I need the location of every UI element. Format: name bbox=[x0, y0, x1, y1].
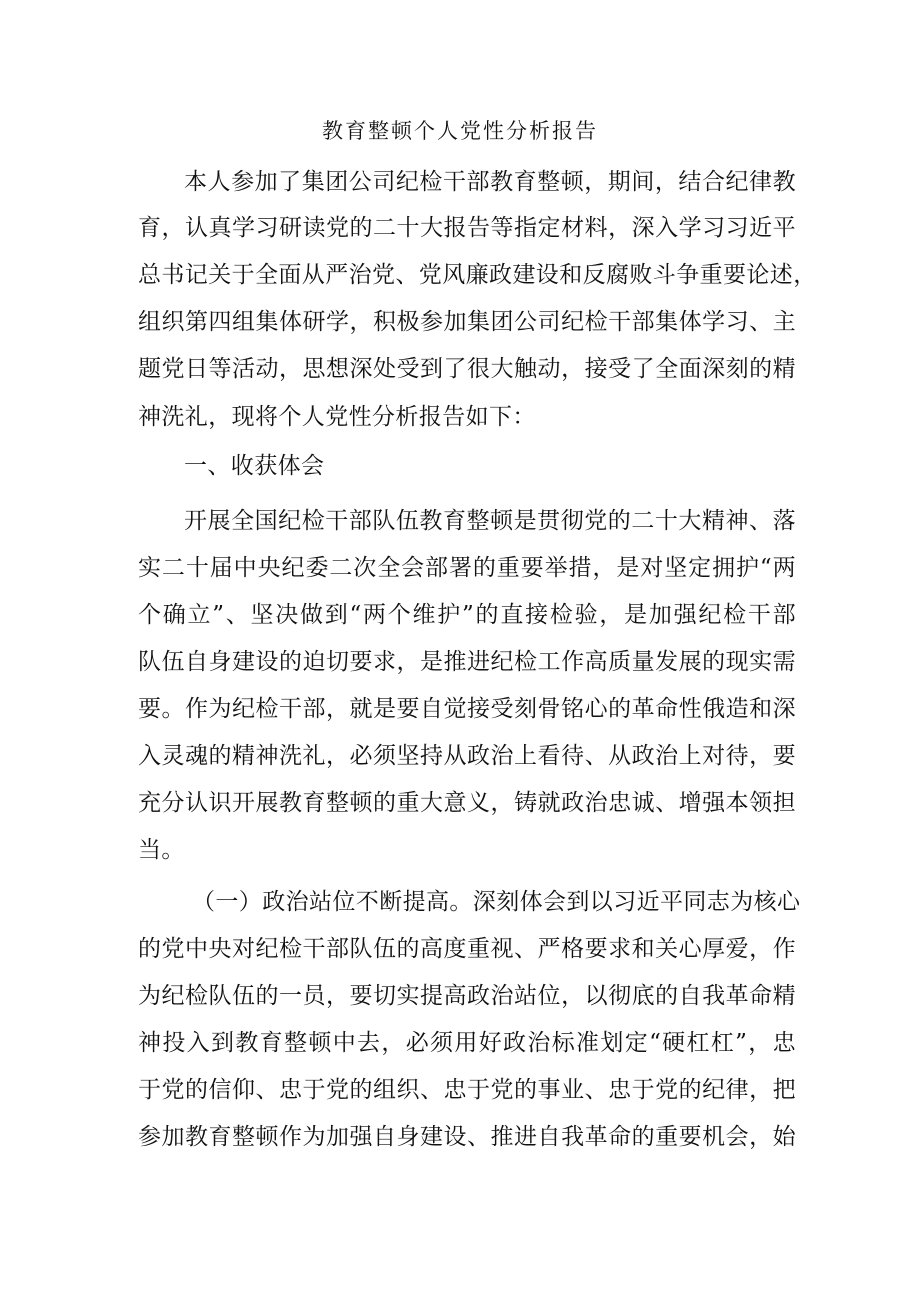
paragraph-line: 本人参加了集团公司纪检干部教育整顿，期间，结合纪律教 bbox=[184, 169, 796, 195]
paragraph-line: 个确立”、坚决做到“两个维护”的直接检验，是加强纪检干部 bbox=[138, 602, 796, 628]
document-title: 教育整顿个人党性分析报告 bbox=[322, 119, 598, 143]
paragraph-line: 开展全国纪检干部队伍教育整顿是贯彻党的二十大精神、落 bbox=[184, 508, 796, 534]
paragraph-line: 组织第四组集体研学，积极参加集团公司纪检干部集体学习、主 bbox=[138, 309, 796, 335]
section-heading: 一、收获体会 bbox=[184, 453, 325, 479]
paragraph-line: 为纪检队伍的一员，要切实提高政治站位，以彻底的自我革命精 bbox=[138, 983, 796, 1009]
paragraph-line: 题党日等活动，思想深处受到了很大触动，接受了全面深刻的精 bbox=[138, 356, 796, 382]
paragraph-line: 神洗礼，现将个人党性分析报告如下： bbox=[138, 404, 536, 430]
paragraph-line: 队伍自身建设的迫切要求，是推进纪检工作高质量发展的现实需 bbox=[138, 649, 796, 675]
paragraph-line: 充分认识开展教育整顿的重大意义，铸就政治忠诚、增强本领担 bbox=[138, 790, 796, 816]
paragraph-line: 要。作为纪检干部，就是要自觉接受刻骨铭心的革命性俄造和深 bbox=[138, 696, 796, 722]
paragraph-line: 参加教育整顿作为加强自身建设、推进自我革命的重要机会，始 bbox=[138, 1124, 796, 1150]
paragraph-line: 的党中央对纪检干部队伍的高度重视、严格要求和关心厚爱，作 bbox=[138, 936, 796, 962]
paragraph-line: 当。 bbox=[138, 837, 185, 863]
paragraph-line: 实二十届中央纪委二次全会部署的重要举措，是对坚定拥护“两 bbox=[138, 555, 796, 581]
paragraph-line: 神投入到教育整顿中去，必须用好政治标准划定“硬杠杠”，忠 bbox=[138, 1030, 796, 1056]
paragraph-line: （一）政治站位不断提高。深刻体会到以习近平同志为核心 bbox=[192, 889, 801, 915]
paragraph-line: 入灵魂的精神洗礼，必须坚持从政治上看待、从政治上对待，要 bbox=[138, 743, 796, 769]
paragraph-line: 总书记关于全面从严治党、党风廉政建设和反腐败斗争重要论述， bbox=[138, 262, 817, 288]
paragraph-line: 育，认真学习研读党的二十大报告等指定材料，深入学习习近平 bbox=[138, 215, 796, 241]
paragraph-line: 于党的信仰、忠于党的组织、忠于党的事业、忠于党的纪律，把 bbox=[138, 1077, 796, 1103]
